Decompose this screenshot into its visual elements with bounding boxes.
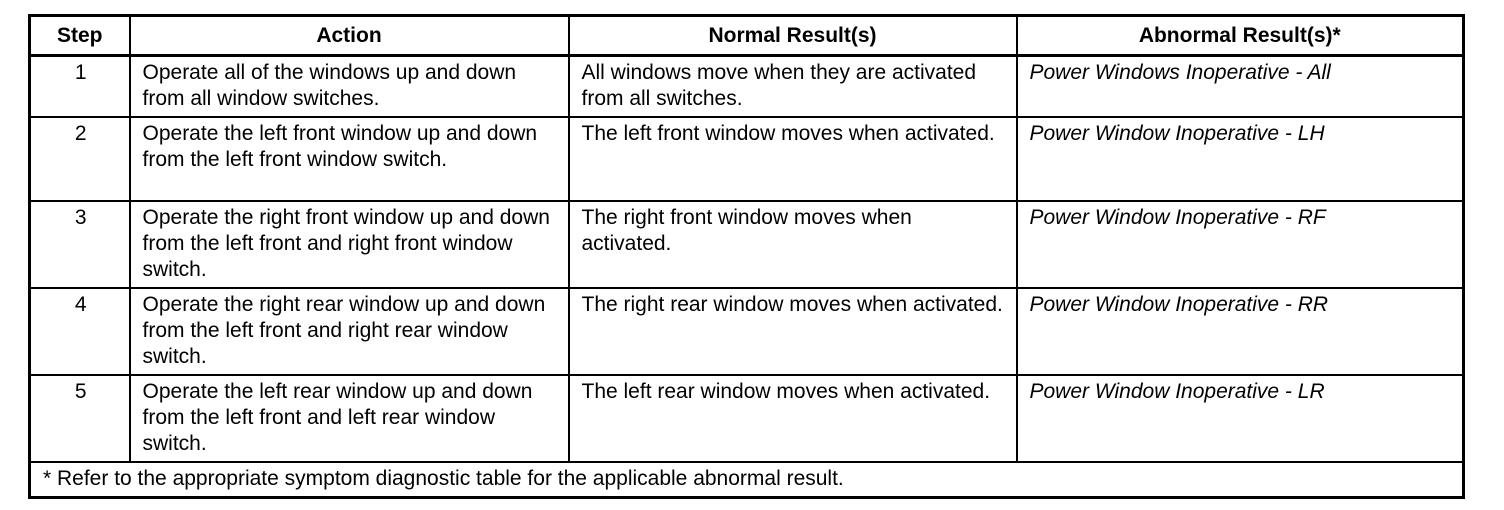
header-step: Step — [30, 16, 130, 56]
abnormal-result-cell: Power Windows Inoperative - All — [1017, 56, 1464, 118]
table-row — [30, 117, 1464, 201]
table-row — [30, 375, 1464, 462]
normal-result-cell: The left rear window moves when activated. — [569, 375, 1017, 462]
abnormal-result-cell: Power Window Inoperative - LH — [1017, 117, 1464, 201]
footnote: * Refer to the appropriate symptom diagnostic table for the applicable abnormal result. — [30, 462, 1464, 498]
action-cell: Operate all of the windows up and down from all window switches. — [130, 56, 569, 118]
normal-result-cell: All windows move when they are activated from all switches. — [569, 56, 1017, 118]
abnormal-result-cell: Power Window Inoperative - RR — [1017, 288, 1464, 375]
table-row — [30, 201, 1464, 288]
table-row — [30, 288, 1464, 375]
diagnostic-document — [28, 14, 1462, 499]
action-cell: Operate the right front window up and down from the left front and right front window switch. — [130, 201, 569, 288]
header-abnormal-results: Abnormal Result(s)* — [1017, 16, 1464, 56]
header-row — [30, 16, 1464, 56]
abnormal-result-cell: Power Window Inoperative - RF — [1017, 201, 1464, 288]
step-cell: 4 — [30, 288, 130, 375]
normal-result-cell: The right rear window moves when activated. — [569, 288, 1017, 375]
action-cell: Operate the right rear window up and down from the left front and right rear window switch. — [130, 288, 569, 375]
normal-result-cell: The right front window moves when activated. — [569, 201, 1017, 288]
footnote-row — [30, 462, 1464, 498]
step-cell: 3 — [30, 201, 130, 288]
abnormal-result-cell: Power Window Inoperative - LR — [1017, 375, 1464, 462]
diagnostic-table — [28, 14, 1465, 499]
step-cell: 1 — [30, 56, 130, 118]
normal-result-cell: The left front window moves when activated. — [569, 117, 1017, 201]
action-cell: Operate the left front window up and down from the left front window switch. — [130, 117, 569, 201]
action-cell: Operate the left rear window up and down from the left front and left rear window switch. — [130, 375, 569, 462]
step-cell: 2 — [30, 117, 130, 201]
step-cell: 5 — [30, 375, 130, 462]
header-normal-results: Normal Result(s) — [569, 16, 1017, 56]
header-action: Action — [130, 16, 569, 56]
table-row — [30, 56, 1464, 118]
